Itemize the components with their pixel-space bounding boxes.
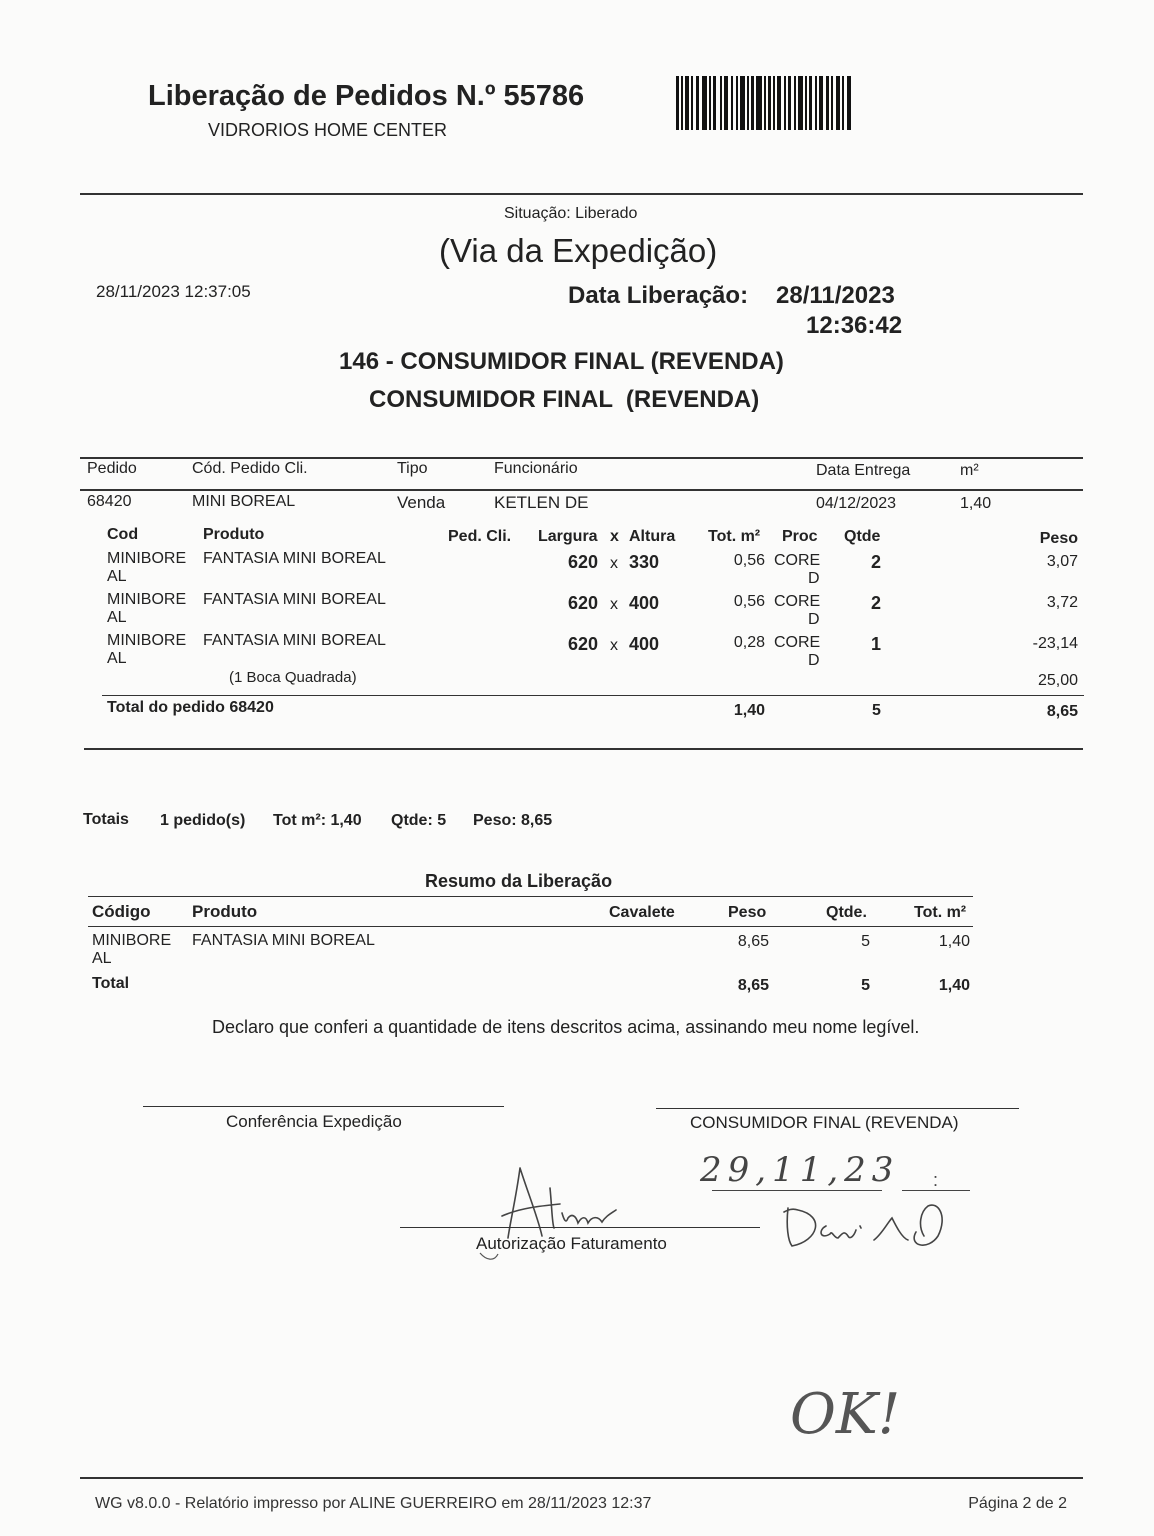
item-tot-m2: 0,56: [733, 552, 765, 569]
order-tipo: Venda: [397, 493, 446, 512]
item-proc-cont: D: [808, 570, 820, 587]
handwritten-signature-consumidor: [778, 1196, 958, 1256]
item-tot-m2: 0,28: [733, 634, 765, 651]
handwritten-ok: OK!: [790, 1382, 901, 1447]
handwritten-colon-underline: [902, 1190, 970, 1191]
totals-qtde: Qtde: 5: [391, 812, 447, 829]
company-name: VIDRORIOS HOME CENTER: [208, 120, 448, 140]
totals-peso: Peso: 8,65: [473, 812, 553, 829]
item-x: x: [610, 637, 618, 654]
header-divider: [80, 193, 1083, 195]
footer-printed-by: WG v8.0.0 - Relatório impresso por ALINE GUERREIRO em 28/11/2023 12:37: [95, 1495, 652, 1512]
order-cod-pedido-cli: MINI BOREAL: [192, 493, 296, 510]
col-funcionario: Funcionário: [494, 460, 578, 477]
item-qtde: 2: [871, 552, 882, 572]
summary-total-qtde: 5: [861, 977, 870, 994]
item-proc: CORE: [774, 593, 821, 610]
items-col-ped-cli: Ped. Cli.: [448, 528, 512, 545]
footer-divider: [80, 1477, 1083, 1479]
client-line-1: 146 - CONSUMIDOR FINAL (REVENDA): [339, 348, 784, 375]
item-produto: FANTASIA MINI BOREAL: [203, 591, 386, 608]
item-extra-note: (1 Boca Quadrada): [229, 669, 357, 686]
totals-label: Totais: [83, 811, 129, 828]
printed-timestamp: 28/11/2023 12:37:05: [96, 282, 251, 301]
item-altura: 400: [629, 593, 660, 613]
footer-page-number: Página 2 de 2: [968, 1495, 1067, 1512]
liberacao-date: 28/11/2023: [776, 282, 895, 309]
item-altura: 400: [629, 634, 660, 654]
col-tipo: Tipo: [397, 460, 428, 477]
order-funcionario: KETLEN DE: [494, 493, 589, 512]
signature-label-consumidor: CONSUMIDOR FINAL (REVENDA): [690, 1113, 959, 1132]
items-col-largura: Largura: [538, 528, 598, 545]
item-cod: MINIBORE: [107, 632, 187, 649]
col-data-entrega: Data Entrega: [816, 462, 911, 479]
summary-cod: MINIBORE: [92, 932, 172, 949]
summary-cod-cont: AL: [92, 950, 112, 967]
item-proc: CORE: [774, 552, 821, 569]
item-x: x: [610, 555, 618, 572]
item-extra-peso: 25,00: [1037, 672, 1078, 689]
summary-top-line: [88, 896, 973, 897]
item-peso: 3,72: [1046, 594, 1078, 611]
col-cod-pedido-cli: Cód. Pedido Cli.: [192, 460, 308, 477]
summary-total-peso: 8,65: [737, 977, 769, 994]
order-data-entrega: 04/12/2023: [816, 495, 897, 512]
signature-label-conferencia: Conferência Expedição: [226, 1112, 402, 1131]
items-col-qtde: Qtde: [844, 528, 881, 545]
items-col-peso: Peso: [1039, 530, 1078, 547]
situacao-label: Situação: Liberado: [504, 205, 638, 222]
signature-line-consumidor: [656, 1108, 1019, 1109]
item-largura: 620: [568, 634, 599, 654]
summary-col-codigo: Código: [92, 902, 151, 921]
totals-pedidos: 1 pedido(s): [160, 812, 246, 829]
col-pedido: Pedido: [87, 460, 137, 477]
item-peso: -23,14: [1032, 635, 1078, 652]
item-altura: 330: [629, 552, 660, 572]
items-col-proc: Proc: [782, 528, 818, 545]
item-cod-cont: AL: [107, 568, 127, 585]
order-total-label: Total do pedido 68420: [107, 699, 274, 716]
handwritten-date-underline: [712, 1190, 882, 1191]
summary-title: Resumo da Liberação: [425, 871, 613, 891]
order-total-m2: 1,40: [733, 702, 765, 719]
item-produto: FANTASIA MINI BOREAL: [203, 632, 386, 649]
summary-header-line: [88, 926, 973, 927]
handwritten-date: 29,11,23: [700, 1150, 900, 1190]
item-qtde: 1: [871, 634, 882, 654]
item-largura: 620: [568, 593, 599, 613]
summary-tot-m2: 1,40: [938, 933, 970, 950]
summary-peso: 8,65: [737, 933, 769, 950]
order-total-qtde: 5: [872, 702, 881, 719]
summary-produto: FANTASIA MINI BOREAL: [192, 932, 375, 949]
item-peso: 3,07: [1046, 553, 1078, 570]
items-col-produto: Produto: [203, 526, 265, 543]
summary-total-tot-m2: 1,40: [938, 977, 970, 994]
order-table-top-line: [80, 457, 1083, 459]
via-title: (Via da Expedição): [439, 232, 718, 269]
liberacao-label: Data Liberação:: [568, 282, 749, 309]
items-col-tot-m2: Tot. m²: [708, 528, 761, 545]
items-total-line: [102, 695, 1084, 696]
summary-col-qtde: Qtde.: [826, 904, 867, 921]
signature-label-autorizacao: Autorização Faturamento: [476, 1234, 667, 1253]
summary-qtde: 5: [861, 933, 870, 950]
item-x: x: [610, 596, 618, 613]
items-col-altura: Altura: [629, 528, 676, 545]
item-proc: CORE: [774, 634, 821, 651]
summary-col-produto: Produto: [192, 902, 258, 921]
item-proc-cont: D: [808, 652, 820, 669]
col-m2: m²: [960, 462, 979, 479]
order-m2: 1,40: [960, 495, 992, 512]
item-produto: FANTASIA MINI BOREAL: [203, 550, 386, 567]
item-proc-cont: D: [808, 611, 820, 628]
item-qtde: 2: [871, 593, 882, 613]
item-cod-cont: AL: [107, 650, 127, 667]
handwritten-colon: :: [933, 1170, 939, 1190]
signature-line-autorizacao: [400, 1227, 760, 1228]
items-col-cod: Cod: [107, 526, 139, 543]
item-cod-cont: AL: [107, 609, 127, 626]
summary-col-tot-m2: Tot. m²: [914, 904, 967, 921]
summary-col-cavalete: Cavalete: [609, 904, 675, 921]
summary-col-peso: Peso: [728, 904, 767, 921]
order-header-line: [80, 489, 1083, 491]
item-cod: MINIBORE: [107, 591, 187, 608]
items-bottom-line: [84, 748, 1083, 750]
totals-m2: Tot m²: 1,40: [273, 812, 362, 829]
order-pedido: 68420: [87, 493, 132, 510]
barcode: [676, 76, 852, 130]
summary-total-label: Total: [92, 975, 130, 992]
liberacao-time: 12:36:42: [806, 312, 903, 339]
declaration-text: Declaro que conferi a quantidade de itens descritos acima, assinando meu nome legível.: [212, 1017, 920, 1037]
item-largura: 620: [568, 552, 599, 572]
item-cod: MINIBORE: [107, 550, 187, 567]
item-tot-m2: 0,56: [733, 593, 765, 610]
document-title: Liberação de Pedidos N.º 55786: [148, 80, 585, 112]
signature-line-conferencia: [143, 1106, 504, 1107]
client-line-2: CONSUMIDOR FINAL (REVENDA): [369, 386, 760, 413]
items-col-x: x: [610, 528, 619, 545]
order-total-peso: 8,65: [1046, 703, 1078, 720]
